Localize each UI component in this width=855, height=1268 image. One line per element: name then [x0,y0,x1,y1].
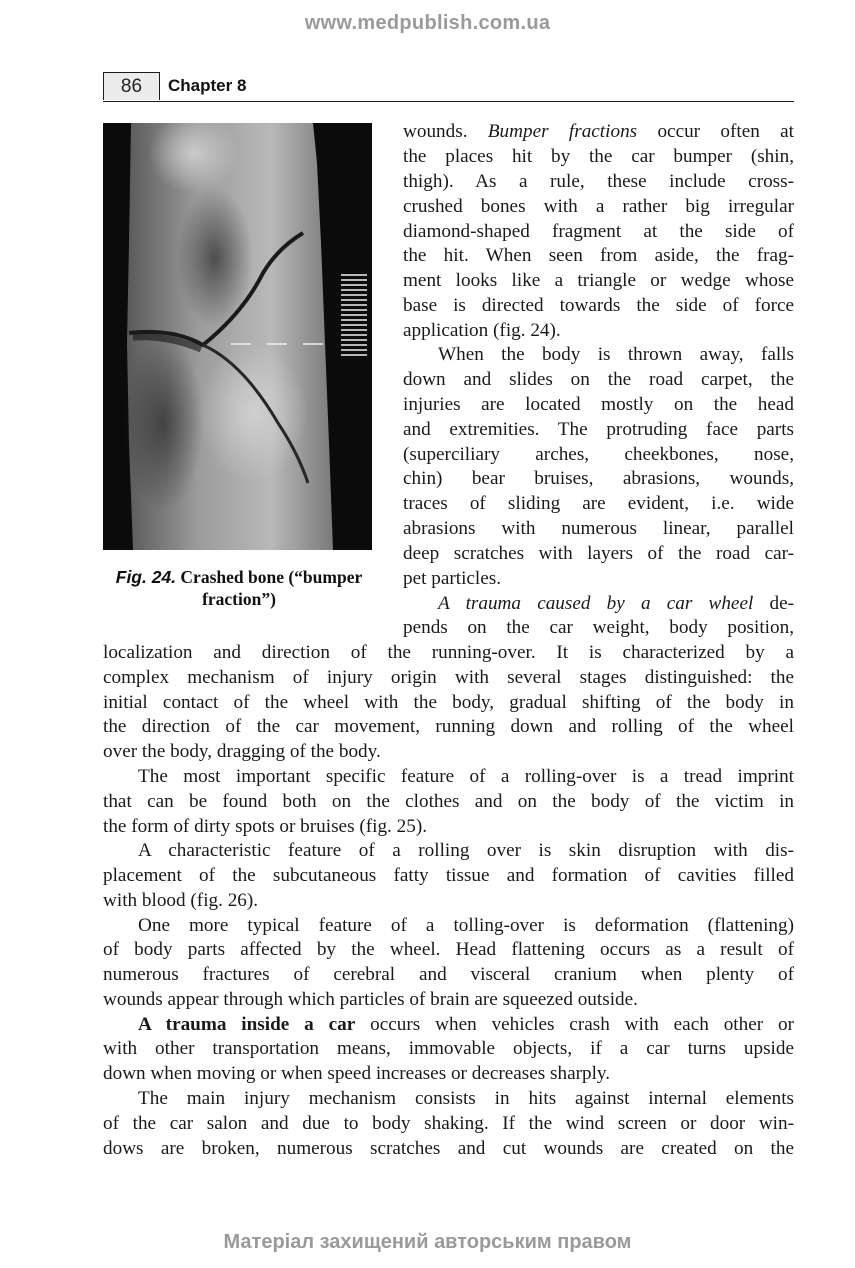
page-header [103,72,794,102]
page-number: 86 [103,72,160,100]
text-line: localization and direction of the running-over. It is characterized by a [103,642,794,663]
text-line: chin) bear bruises, abrasions, wounds, [403,468,794,489]
caption-line-1: Crashed bone (“bumper [180,567,363,587]
figure-label: Fig. 24. [115,567,177,587]
text-line: abrasions with numerous linear, parallel [403,518,794,539]
text-line: the direction of the car movement, running down and rolling of the wheel [103,716,794,737]
text-line: initial contact of the wheel with the body, gradual shifting of the body in [103,692,794,713]
text-line: pends on the car weight, body position, [403,617,794,638]
text-line: wounds. Bumper fractions occur often at [403,121,794,142]
text-line: When the body is thrown away, falls [438,344,794,365]
text-line: the places hit by the car bumper (shin, [403,146,794,167]
text-line: the hit. When seen from aside, the frag- [403,245,794,266]
text-line: over the body, dragging of the body. [103,741,381,762]
text-line: A trauma inside a car occurs when vehicles crash with each other or [138,1014,794,1035]
text-line: wounds appear through which particles of brain are squeezed outside. [103,989,638,1010]
text-line: of the car salon and due to body shaking. If the wind screen or door win- [103,1113,794,1134]
text-line: deep scratches with layers of the road car- [403,543,794,564]
chapter-title: Chapter 8 [168,76,247,95]
text-line: numerous fractures of cerebral and visceral cranium when plenty of [103,964,794,985]
text-line: complex mechanism of injury origin with several stages distinguished: the [103,667,794,688]
text-line: that can be found both on the clothes and on the body of the victim in [103,791,794,812]
text-line: diamond-shaped fragment at the side of [403,221,794,242]
figure-caption [96,566,382,610]
text-line: crushed bones with a rather big irregular [403,196,794,217]
text-line: down when moving or when speed increases or decreases sharply. [103,1063,611,1084]
text-line: down and slides on the road carpet, the [403,369,794,390]
copyright-footer: Матеріал захищений авторським правом [223,1231,632,1253]
text-line: One more typical feature of a tolling-over is deformation (flattening) [138,915,794,936]
text-line: A trauma caused by a car wheel de- [438,593,794,614]
text-line: with blood (fig. 26). [103,890,259,911]
text-line: The main injury mechanism consists in hits against internal elements [138,1088,794,1109]
bone-fracture-photo [103,123,372,550]
text-line: with other transportation means, immovable objects, if a car turns upside [103,1038,794,1059]
text-line: and extremities. The protruding face parts [403,419,794,440]
caption-line-2: fraction”) [202,589,276,609]
text-line: (superciliary arches, cheekbones, nose, [403,444,794,465]
figure-bone-image [103,123,372,550]
text-line: base is directed towards the side of force [403,295,794,316]
text-line: The most important specific feature of a rolling-over is a tread imprint [138,766,794,787]
text-line: injuries are located mostly on the head [403,394,794,415]
text-line: traces of sliding are evident, i.e. wide [403,493,794,514]
text-line: thigh). As a rule, these include cross- [403,171,794,192]
text-line: ment looks like a triangle or wedge whose [403,270,794,291]
text-line: the form of dirty spots or bruises (fig. 25). [103,816,428,837]
text-line: application (fig. 24). [403,320,561,341]
text-line: of body parts affected by the wheel. Head flattening occurs as a result of [103,939,794,960]
text-line: pet particles. [403,568,502,589]
text-line: placement of the subcutaneous fatty tissue and formation of cavities filled [103,865,794,886]
site-url: www.medpublish.com.ua [304,12,551,34]
text-line: dows are broken, numerous scratches and cut wounds are created on the [103,1138,794,1159]
text-line: A characteristic feature of a rolling over is skin disruption with dis- [138,840,794,861]
